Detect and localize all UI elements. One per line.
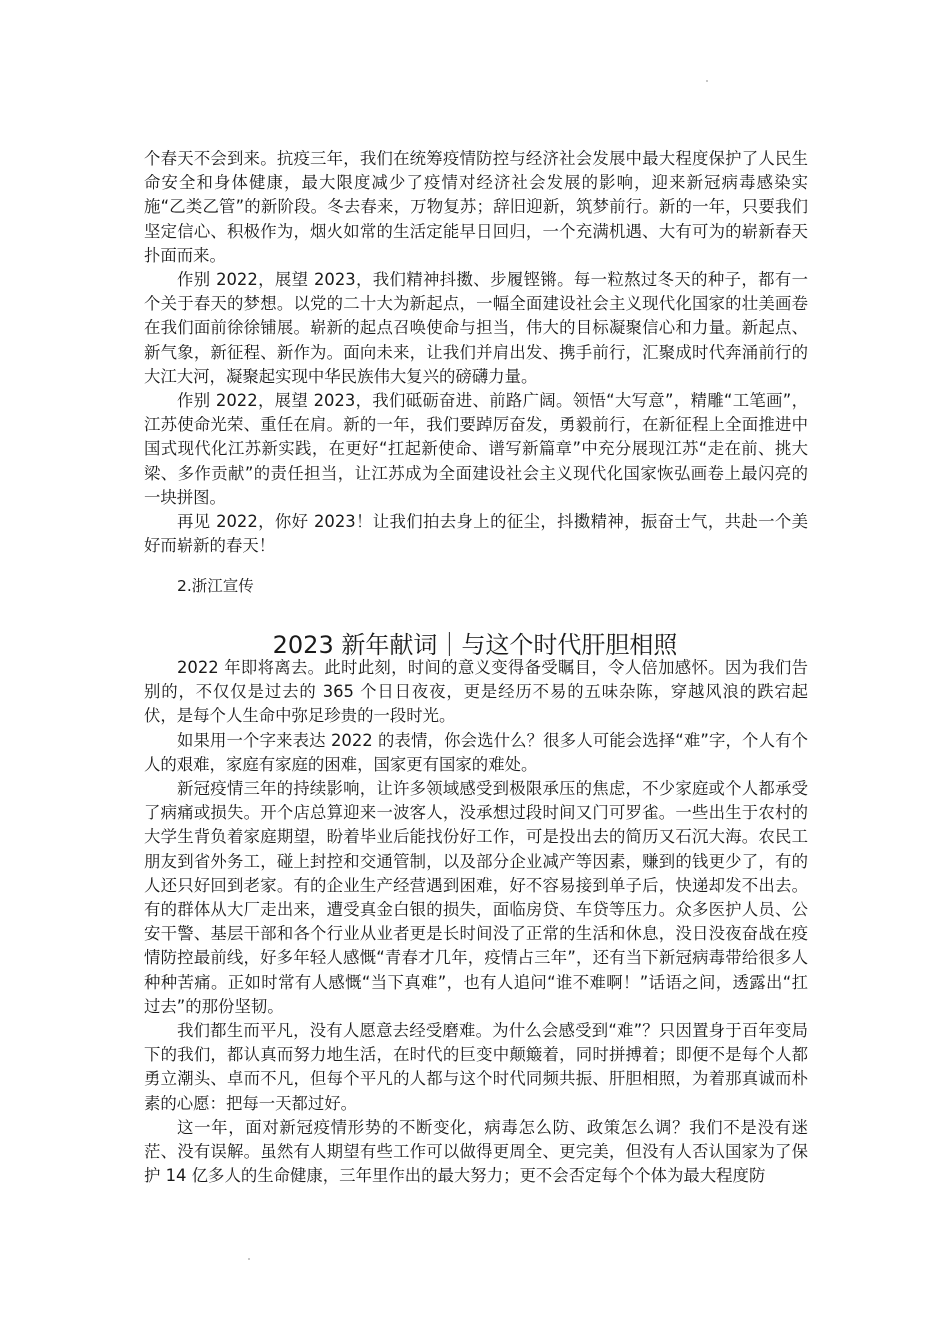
paragraph: 个春天不会到来。抗疫三年，我们在统筹疫情防控与经济社会发展中最大程度保护了人民生命安全和身体健康，最大限度减少了疫情对经济社会发展的影响，迎来新冠病毒感染实施“乙类乙管”的新阶段。冬去春来，万物复苏；辞旧迎新，筑梦前行。新的一年，只要我们坚定信心、积极作为，烟火如常的生活定能早日回归，一个充满机遇、大有可为的崭新春天扑面而来。 <box>144 149 808 265</box>
article-continuation <box>144 147 808 558</box>
article-title: 2023 新年献词｜与这个时代肝胆相照 <box>272 631 678 659</box>
paragraph: 作别 2022，展望 2023，我们精神抖擞、步履铿锵。每一粒熬过冬天的种子，都有一个关于春天的梦想。以党的二十大为新起点，一幅全面建设社会主义现代化国家的壮美画卷在我们面前徐徐铺展。崭新的起点召唤使命与担当，伟大的目标凝聚信心和力量。新起点、新气象，新征程、新作为。面向未来，让我们并肩出发、携手前行，汇聚成时代奔涌前行的大江大河，凝聚起实现中华民族伟大复兴的磅礴力量。 <box>144 270 808 386</box>
paragraph: 这一年，面对新冠疫情形势的不断变化，病毒怎么防、政策怎么调？我们不是没有迷茫、没有误解。虽然有人期望有些工作可以做得更周全、更完美，但没有人否认国家为了保护 14 亿多人的生命健康，三年里作出的最大努力；更不会否定每个个体为最大程度防 <box>144 1117 808 1186</box>
paragraph: 2022 年即将离去。此时此刻，时间的意义变得备受瞩目，令人倍加感怀。因为我们告别的，不仅仅是过去的 365 个日日夜夜，更是经历不易的五味杂陈，穿越风浪的跌宕起伏，是每个人生命中弥足珍贵的一段时光。 <box>144 658 808 726</box>
section-label: 2.浙江宣传 <box>177 577 254 595</box>
scan-speck <box>706 80 708 82</box>
scan-speck <box>248 1258 250 1260</box>
paragraph: 作别 2022，展望 2023，我们砥砺奋进、前路广阔。领悟“大写意”，精雕“工笔画”，江苏使命光荣、重任在肩。新的一年，我们要踔厉奋发，勇毅前行，在新征程上全面推进中国式现代化江苏新实践，在更好“扛起新使命、谱写新篇章”中充分展现江苏“走在前、挑大梁、多作贡献”的责任担当，让江苏成为全面建设社会主义现代化国家恢弘画卷上最闪亮的一块拼图。 <box>144 391 808 507</box>
paragraph: 我们都生而平凡，没有人愿意去经受磨难。为什么会感受到“难”？只因置身于百年变局下的我们，都认真而努力地生活，在时代的巨变中颠簸着，同时拼搏着；即便不是每个人都勇立潮头、卓而不凡，但每个平凡的人都与这个时代同频共振、肝胆相照，为着那真诚而朴素的心愿：把每一天都过好。 <box>144 1021 808 1113</box>
paragraph: 再见 2022，你好 2023！让我们拍去身上的征尘，抖擞精神，振奋士气，共赴一个美好而崭新的春天！ <box>144 512 808 556</box>
paragraph: 如果用一个字来表达 2022 的表情，你会选什么？很多人可能会选择“难”字，个人有个人的艰难，家庭有家庭的困难，国家更有国家的难处。 <box>144 730 808 774</box>
article-body <box>144 656 808 1188</box>
paragraph: 新冠疫情三年的持续影响，让许多领域感受到极限承压的焦虑，不少家庭或个人都承受了病痛或损失。开个店总算迎来一波客人，没承想过段时间又门可罗雀。一些出生于农村的大学生背负着家庭期望，盼着毕业后能找份好工作，可是投出去的简历又石沉大海。农民工朋友到省外务工，碰上封控和交通管制，以及部分企业减产等因素，赚到的钱更少了，有的人还只好回到老家。有的企业生产经营遇到困难，好不容易接到单子后，快递却发不出去。有的群体从大厂走出来，遭受真金白银的损失，面临房贷、车贷等压力。众多医护人员、公安干警、基层干部和各个行业从业者更是长时间没了正常的生活和休息，没日没夜奋战在疫情防控最前线，好多年轻人感慨“青春才几年，疫情占三年”，还有当下新冠病毒带给很多人种种苦痛。正如时常有人感慨“当下真难”，也有人追问“谁不难啊！”话语之间，透露出“扛过去”的那份坚韧。 <box>144 779 808 1016</box>
